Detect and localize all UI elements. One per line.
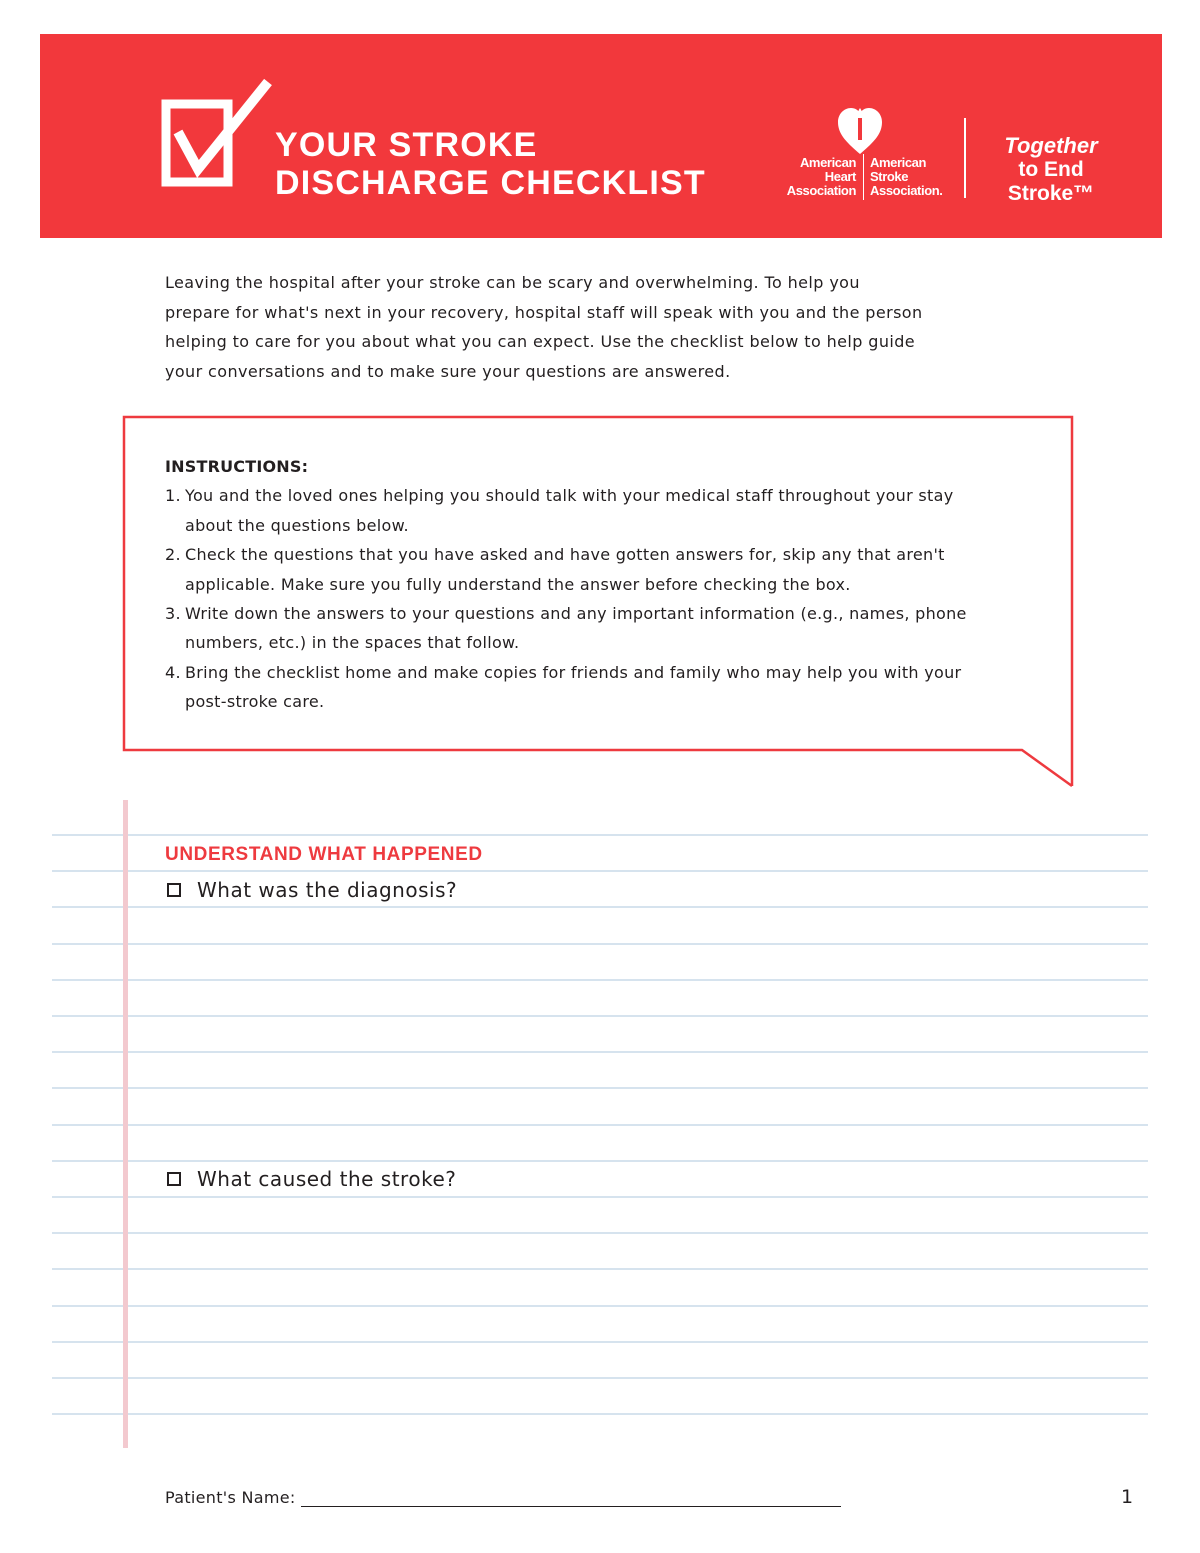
instructions-box	[165, 452, 1025, 717]
page-number: 1	[1121, 1486, 1134, 1508]
instruction-item: 1. You and the loved ones helping you should talk with your medical staff throughout your stay about the questions below.	[165, 486, 954, 535]
aha-wordmark: American Heart Association	[786, 155, 856, 198]
notebook-rule-line	[52, 1015, 1148, 1017]
asa-wordmark: American Stroke Association.	[870, 155, 943, 198]
notebook-rule-line	[52, 1160, 1148, 1162]
notebook-rule-line	[52, 1051, 1148, 1053]
question-text: What was the diagnosis?	[197, 878, 458, 902]
section-title: UNDERSTAND WHAT HAPPENED	[165, 844, 483, 865]
notebook-rule-line	[52, 1268, 1148, 1270]
notebook-rule-line	[52, 1305, 1148, 1307]
logo-divider	[863, 154, 864, 200]
heart-torch-icon	[836, 104, 884, 156]
notebook-rule-line	[52, 1232, 1148, 1234]
tagline-divider	[964, 118, 966, 198]
notebook-rule-line	[52, 1196, 1148, 1198]
header-banner	[40, 34, 1162, 238]
intro-line: your conversations and to make sure your questions are answered.	[165, 361, 731, 381]
notebook-rule-line	[52, 906, 1148, 908]
page-title	[275, 126, 706, 202]
patient-name-field[interactable]	[301, 1506, 841, 1507]
instruction-item: 3. Write down the answers to your questions and any important information (e.g., names, phone numbers, etc.) in the spaces that follow.	[165, 604, 967, 653]
patient-name-label: Patient's Name:	[165, 1488, 296, 1507]
notebook-rule-line	[52, 870, 1148, 872]
notebook-rule-line	[52, 1377, 1148, 1379]
title-line-2: DISCHARGE CHECKLIST	[275, 164, 706, 202]
checkbox[interactable]	[167, 1172, 181, 1186]
notebook-rule-line	[52, 1341, 1148, 1343]
instructions-list	[165, 481, 1025, 716]
notebook-rule-line	[52, 943, 1148, 945]
intro-line: helping to care for you about what you can expect. Use the checklist below to help guide	[165, 332, 916, 351]
instruction-item: 4. Bring the checklist home and make copies for friends and family who may help you with your post-stroke care.	[165, 662, 962, 712]
notebook-rule-line	[52, 1087, 1148, 1089]
notebook-margin-line	[123, 800, 128, 1448]
notebook-rule-line	[52, 1124, 1148, 1126]
checkmark-box-icon	[158, 74, 276, 200]
intro-paragraph	[165, 268, 965, 386]
aha-asa-logo	[774, 104, 974, 204]
notebook-rule-line	[52, 979, 1148, 981]
question-cause[interactable]	[167, 1164, 456, 1194]
instruction-item: 2. Check the questions that you have asked and have gotten answers for, skip any that aren't applicable. Make sure you fully understand the answer before checking the box.	[165, 545, 945, 594]
notebook-rule-line	[52, 1413, 1148, 1415]
instructions-heading: INSTRUCTIONS:	[165, 457, 309, 476]
tagline: Together to End Stroke™	[1004, 133, 1098, 205]
intro-line: Leaving the hospital after your stroke can be scary and overwhelming. To help you	[165, 273, 860, 292]
question-diagnosis[interactable]	[167, 875, 457, 905]
intro-line: prepare for what's next in your recovery, hospital staff will speak with you and the person	[165, 302, 923, 322]
notebook-rule-line	[52, 834, 1148, 836]
title-line-1: YOUR STROKE	[275, 126, 538, 164]
checkbox[interactable]	[167, 883, 181, 897]
question-text: What caused the stroke?	[197, 1167, 457, 1191]
